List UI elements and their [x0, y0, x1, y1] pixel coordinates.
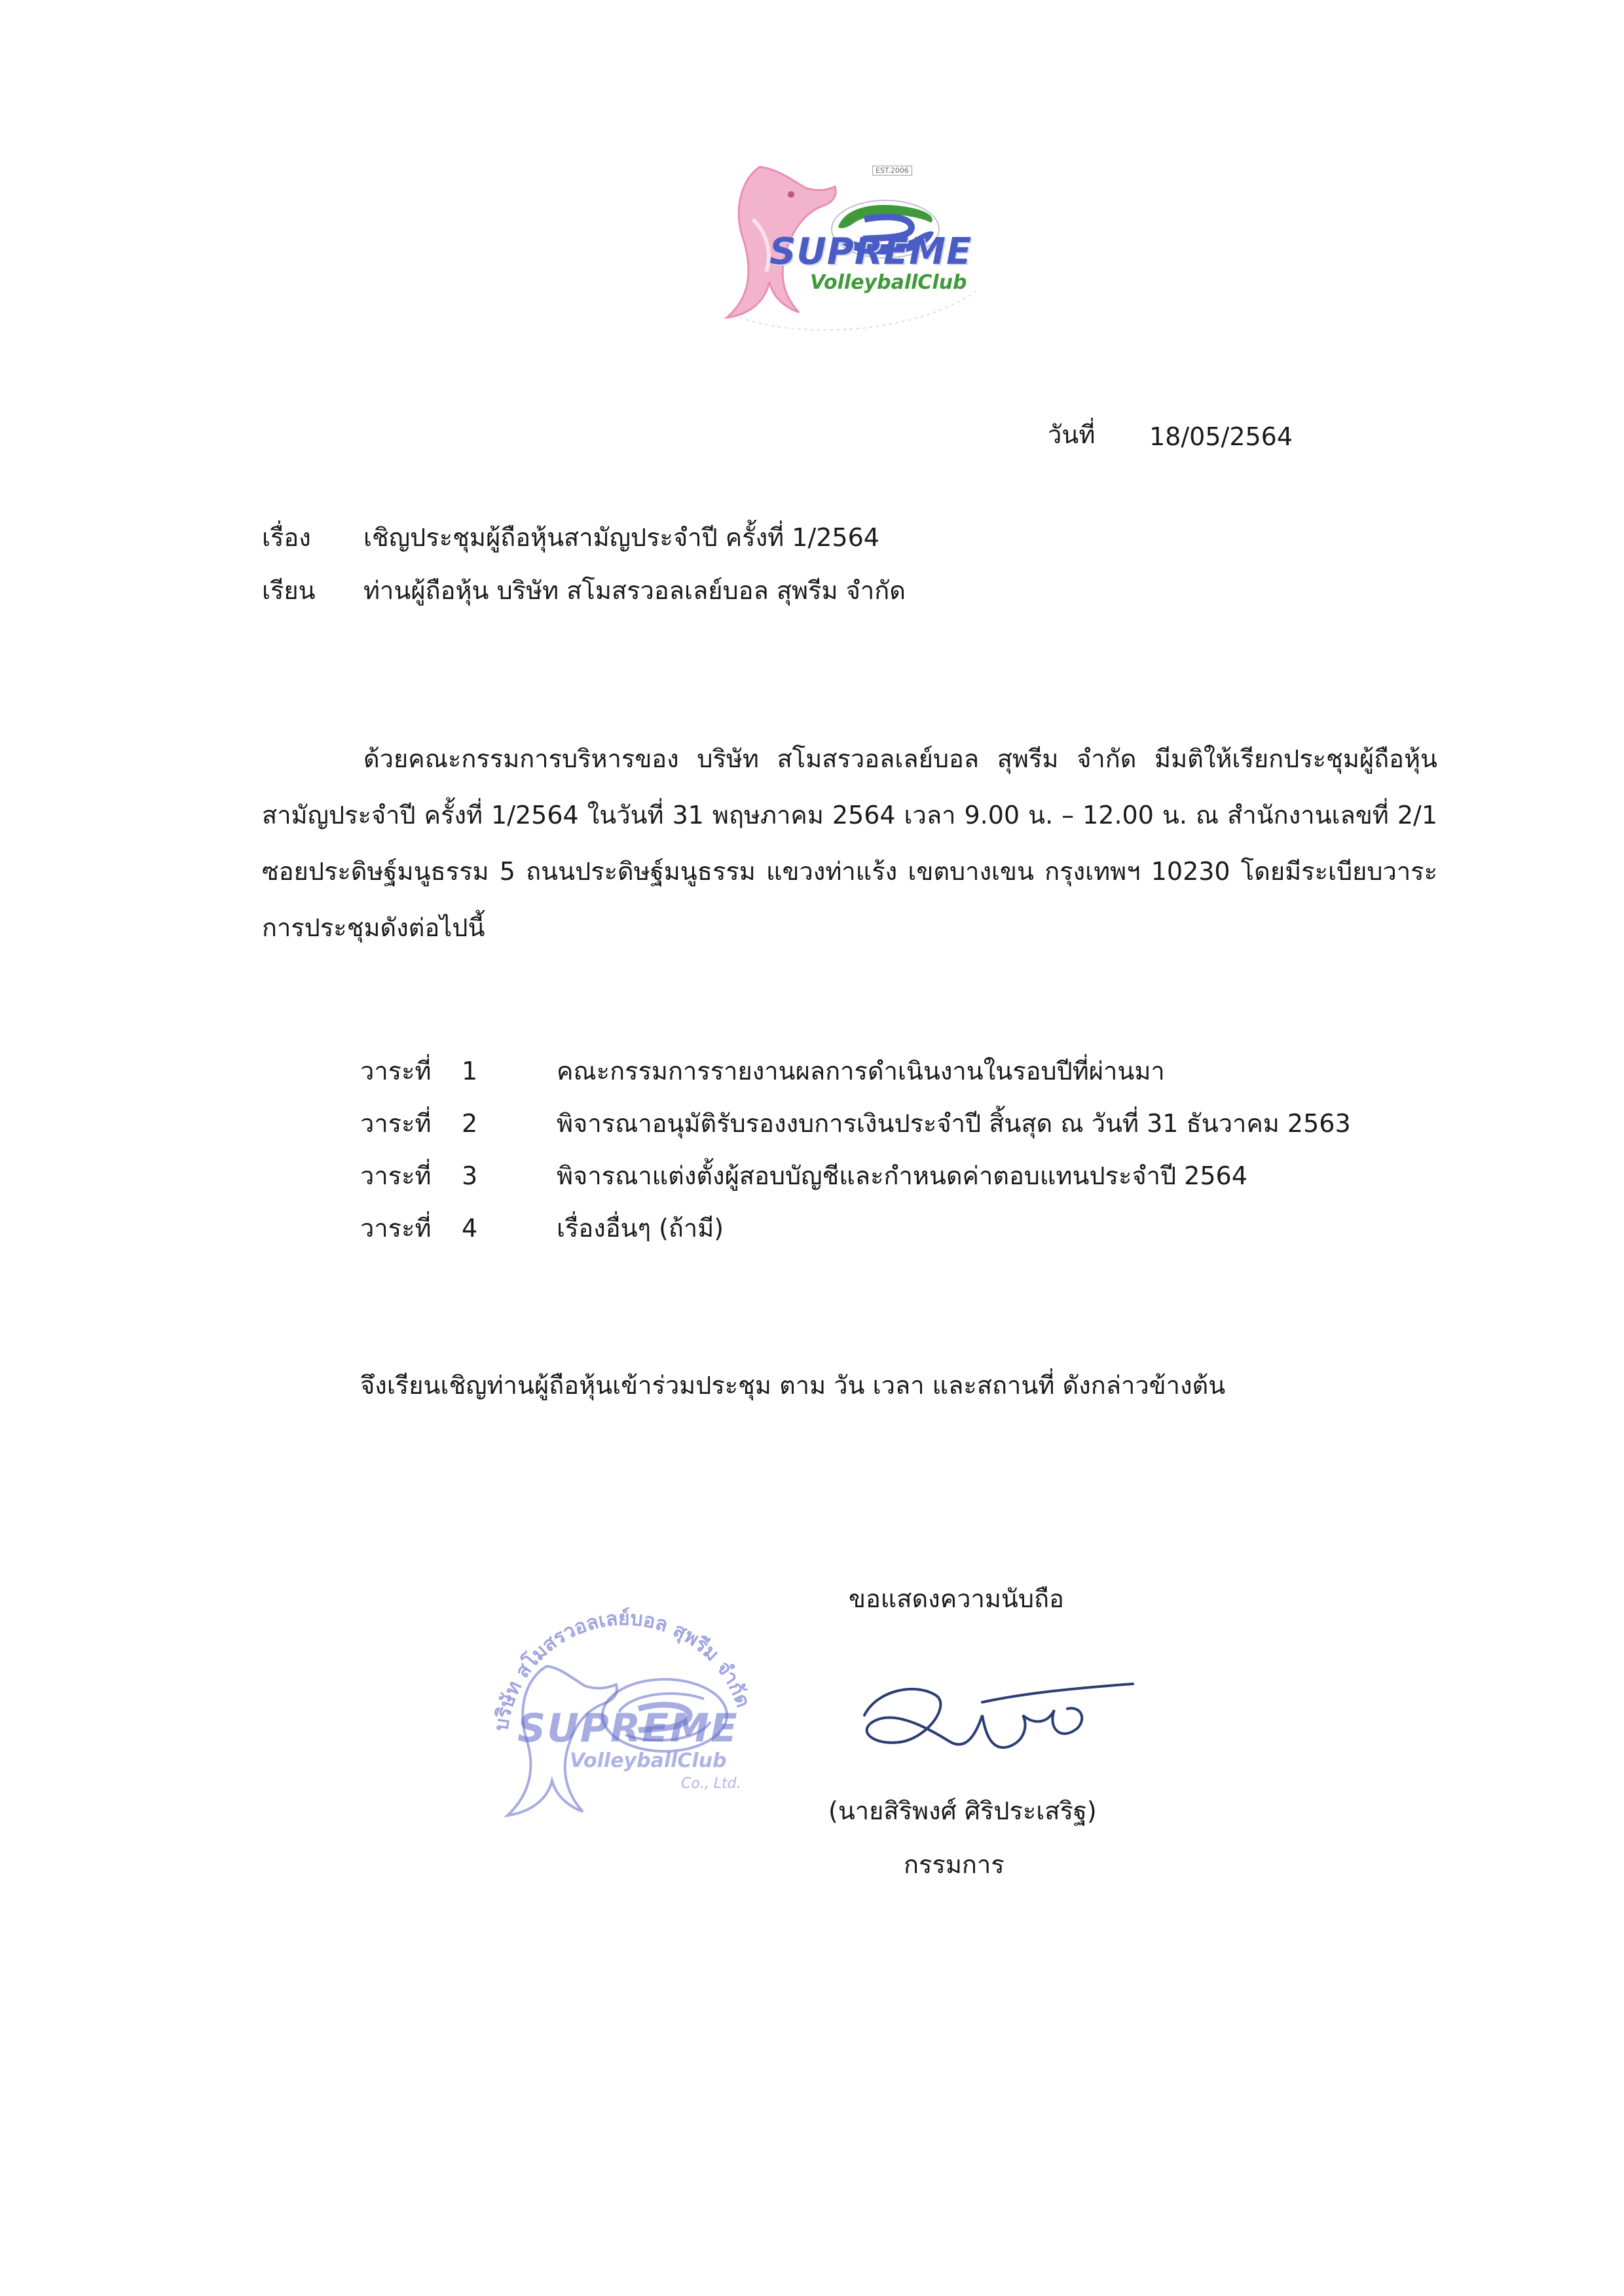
signatory-title: กรรมการ: [904, 1850, 1005, 1879]
handwritten-signature: [851, 1663, 1139, 1768]
subject-value: เชิญประชุมผู้ถือหุ้นสามัญประจำปี ครั้งที่ 1/2564: [363, 523, 879, 552]
agenda-label: วาระที่: [360, 1214, 432, 1243]
agenda-label: วาระที่: [360, 1109, 432, 1138]
subject-label: เรื่อง: [262, 523, 311, 552]
recipient-value: ท่านผู้ถือหุ้น บริษัท สโมสรวอลเลย์บอล สุพรีม จำกัด: [363, 576, 906, 605]
stamp-suffix-text: Co., Ltd.: [681, 1776, 741, 1792]
agenda-number: 4: [462, 1214, 478, 1243]
agenda-number: 2: [462, 1109, 478, 1138]
date-value: 18/05/2564: [1149, 422, 1293, 451]
agenda-label: วาระที่: [360, 1161, 432, 1190]
logo-established-label: EST.2006: [872, 166, 912, 175]
agenda-number: 1: [462, 1057, 478, 1085]
agenda-label: วาระที่: [360, 1057, 432, 1085]
invitation-text: จึงเรียนเชิญท่านผู้ถือหุ้นเข้าร่วมประชุม ตาม วัน เวลา และสถานที่ ดังกล่าวข้างต้น: [360, 1371, 1226, 1400]
logo-wordmark: [769, 232, 986, 294]
agenda-text: คณะกรรมการรายงานผลการดำเนินงานในรอบปีที่ผ่านมา: [557, 1057, 1165, 1085]
stamp-arc-text: บริษัท สโมสรวอลเลย์บอล สุพรีม จำกัด: [490, 1607, 755, 1733]
body-paragraph: ด้วยคณะกรรมการบริหารของ บริษัท สโมสรวอลเลย์บอล สุพรีม จำกัด มีมติให้เรียกประชุมผู้ถือหุ้นสามัญประจำปี ครั้งที่ 1/2564 ในวันที่ 31 พฤษภาคม 2564 เวลา 9.00 น. – 12.00 น. ณ สำนักงานเลขที่ 2/1 ซอยประดิษฐ์มนูธรรม 5 ถนนประดิษฐ์มนูธรรม แขวงท่าแร้ง เขตบางเขน กรุงเทพฯ 10230 โดยมีระเบียบวาระการประชุมดังต่อไปนี้: [262, 744, 1437, 942]
agenda-text: เรื่องอื่นๆ (ถ้ามี): [557, 1214, 724, 1243]
stamp-logo-text: SUPREME: [517, 1705, 739, 1751]
logo-club-text: VolleyballClub: [810, 271, 967, 294]
date-label: วันที่: [1048, 420, 1096, 449]
closing-text: ขอแสดงความนับถือ: [849, 1584, 1064, 1613]
recipient-label: เรียน: [262, 576, 316, 605]
logo-supreme-text: SUPREME: [769, 230, 972, 273]
agenda-text: พิจารณาอนุมัติรับรองงบการเงินประจำปี สิ้นสุด ณ วันที่ 31 ธันวาคม 2563: [557, 1109, 1351, 1138]
stamp-sub-text: VolleyballClub: [570, 1749, 727, 1772]
signatory-name: (นายสิริพงศ์ ศิริประเสริฐ): [828, 1796, 1097, 1825]
agenda-number: 3: [462, 1161, 478, 1190]
agenda-text: พิจารณาแต่งตั้งผู้สอบบัญชีและกำหนดค่าตอบแทนประจำปี 2564: [557, 1161, 1247, 1190]
